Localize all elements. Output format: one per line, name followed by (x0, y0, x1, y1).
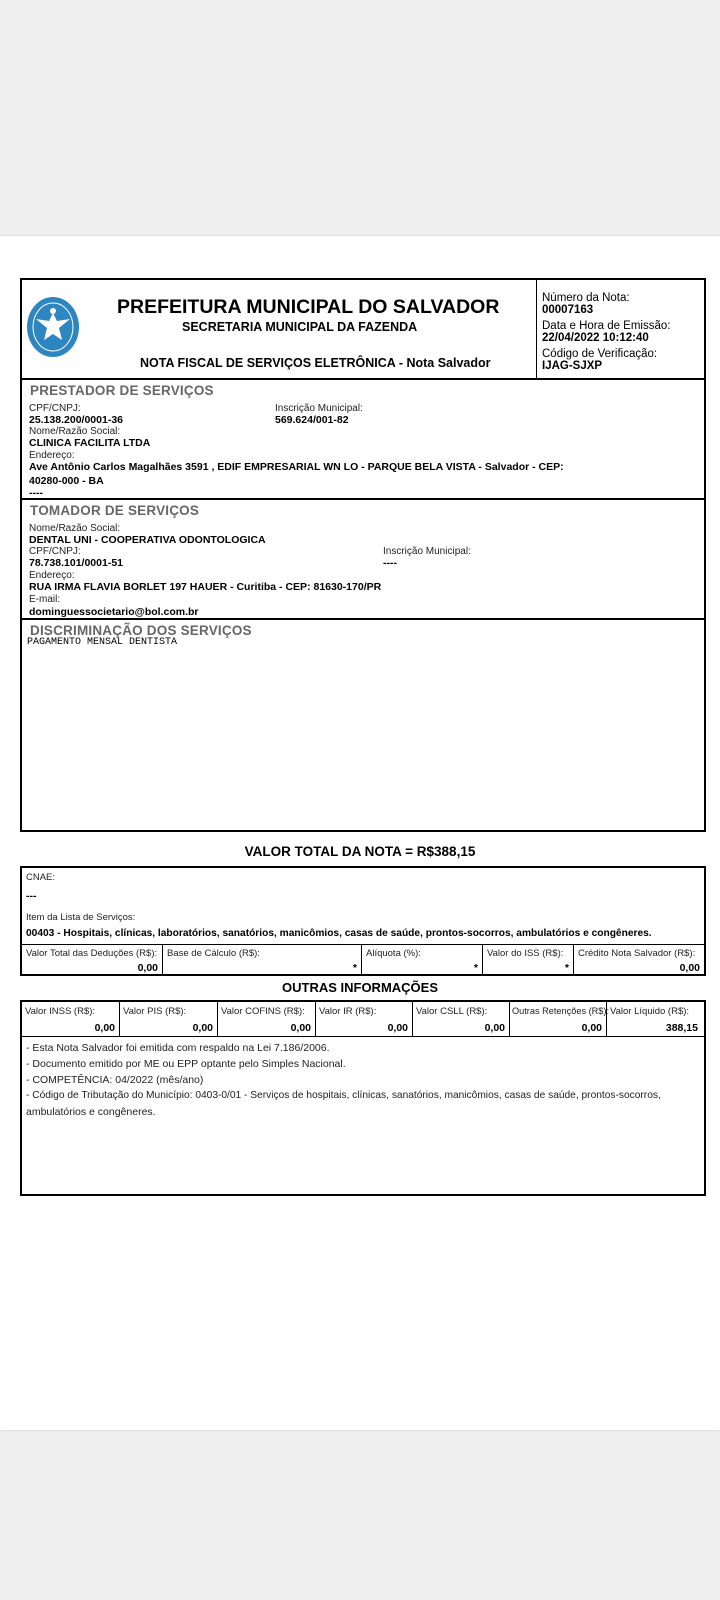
prestador-end-line2: 40280-000 - BA (29, 475, 104, 487)
emissao-value: 22/04/2022 10:12:40 (542, 332, 649, 344)
inss-label: Valor INSS (R$): (25, 1006, 96, 1017)
info-line: - Código de Tributação do Município: 0403-0/01 - Serviços de hospitais, clínicas, sanatórios, manicômios, casas de saúde, prontos-socorros, (26, 1090, 661, 1101)
deducoes-label: Valor Total das Deduções (R$): (26, 948, 158, 959)
tomador-title: TOMADOR DE SERVIÇOS (30, 503, 200, 518)
numero-label: Número da Nota: (542, 292, 630, 304)
prestador-email-value: ---- (29, 487, 43, 499)
inss-value: 0,00 (94, 1022, 115, 1034)
info-line: - Documento emitido por ME ou EPP optante pelo Simples Nacional. (26, 1058, 346, 1070)
prestador-title: PRESTADOR DE SERVIÇOS (30, 383, 214, 398)
outras-informacoes-section (20, 1000, 706, 1196)
pis-value: 0,00 (192, 1022, 213, 1034)
prestador-im-value: 569.624/001-82 (275, 414, 349, 426)
tomador-im-label: Inscrição Municipal: (383, 546, 471, 557)
prestador-end-label: Endereço: (29, 450, 75, 461)
cnae-value: --- (26, 890, 37, 902)
prestador-nome-value: CLINICA FACILITA LTDA (29, 437, 151, 449)
valor-liquido-label: Valor Líquido (R$): (610, 1006, 690, 1017)
outras-retencoes-label: Outras Retenções (R$): (512, 1006, 610, 1016)
emissao-label: Data e Hora de Emissão: (542, 320, 671, 332)
info-line: - Esta Nota Salvador foi emitida com respaldo na Lei 7.186/2006. (26, 1042, 330, 1054)
tomador-end-value: RUA IRMA FLAVIA BORLET 197 HAUER - Curitiba - CEP: 81630-170/PR (29, 581, 382, 593)
deducoes-value: 0,00 (137, 962, 158, 974)
outras-retencoes-value: 0,00 (581, 1022, 602, 1034)
prefeitura-seal-icon (26, 296, 80, 358)
tomador-im-value: ---- (383, 557, 397, 569)
credito-value: 0,00 (679, 962, 700, 974)
codigo-value: IJAG-SJXP (542, 360, 603, 372)
tomador-email-label: E-mail: (29, 594, 61, 605)
outras-informacoes-title: OUTRAS INFORMAÇÕES (282, 980, 438, 995)
cnae-section (20, 866, 706, 976)
aliquota-label: Alíquota (%): (366, 948, 421, 959)
prestador-section (20, 378, 706, 500)
nfse-document (0, 236, 720, 1430)
ir-value: 0,00 (387, 1022, 408, 1034)
document-type: NOTA FISCAL DE SERVIÇOS ELETRÔNICA - Nota Salvador (140, 356, 491, 370)
cofins-label: Valor COFINS (R$): (221, 1006, 305, 1017)
item-lista-label: Item da Lista de Serviços: (26, 912, 136, 923)
codigo-label: Código de Verificação: (542, 348, 658, 360)
tomador-nome-label: Nome/Razão Social: (29, 523, 121, 534)
base-calculo-label: Base de Cálculo (R$): (167, 948, 260, 959)
header-box (20, 278, 706, 380)
prestador-end-line1: Ave Antônio Carlos Magalhães 3591 , EDIF EMPRESARIAL WN LO - PARQUE BELA VISTA - Salvador - CEP: (29, 461, 564, 473)
prestador-im-label: Inscrição Municipal: (275, 403, 363, 414)
prestador-cpf-label: CPF/CNPJ: (29, 403, 81, 414)
info-line: - COMPETÊNCIA: 04/2022 (mês/ano) (26, 1074, 204, 1086)
discriminacao-title: DISCRIMINAÇÃO DOS SERVIÇOS (30, 623, 252, 638)
numero-value: 00007163 (542, 304, 594, 316)
credito-label: Crédito Nota Salvador (R$): (578, 948, 696, 959)
csll-label: Valor CSLL (R$): (416, 1006, 488, 1017)
tomador-nome-value: DENTAL UNI - COOPERATIVA ODONTOLOGICA (29, 534, 266, 546)
tomador-section (20, 498, 706, 620)
cnae-label: CNAE: (26, 872, 56, 883)
ir-label: Valor IR (R$): (319, 1006, 377, 1017)
valor-iss-value: * (564, 962, 569, 974)
cofins-value: 0,00 (290, 1022, 311, 1034)
valor-iss-label: Valor do ISS (R$): (487, 948, 564, 959)
valor-total: VALOR TOTAL DA NOTA = R$388,15 (244, 844, 476, 859)
page-subtitle: SECRETARIA MUNICIPAL DA FAZENDA (182, 320, 418, 334)
prestador-nome-label: Nome/Razão Social: (29, 426, 121, 437)
discriminacao-section (20, 618, 706, 832)
item-lista-value: 00403 - Hospitais, clínicas, laboratórios, sanatórios, manicômios, casas de saúde, prontos-socorros, ambulatórios e congêneres. (26, 928, 652, 939)
aliquota-value: * (473, 962, 478, 974)
tomador-end-label: Endereço: (29, 570, 75, 581)
tomador-email-value[interactable]: dominguessocietario@bol.com.br (29, 606, 199, 618)
info-line: ambulatórios e congêneres. (26, 1106, 156, 1118)
prestador-cpf-value: 25.138.200/0001-36 (29, 414, 124, 426)
tomador-cpf-label: CPF/CNPJ: (29, 546, 81, 557)
base-calculo-value: * (352, 962, 357, 974)
pis-label: Valor PIS (R$): (123, 1006, 187, 1017)
csll-value: 0,00 (484, 1022, 505, 1034)
tomador-cpf-value: 78.738.101/0001-51 (29, 557, 124, 569)
discriminacao-text: PAGAMENTO MENSAL DENTISTA (27, 637, 178, 648)
valor-liquido-value: 388,15 (665, 1022, 698, 1034)
page-title: PREFEITURA MUNICIPAL DO SALVADOR (117, 296, 500, 318)
